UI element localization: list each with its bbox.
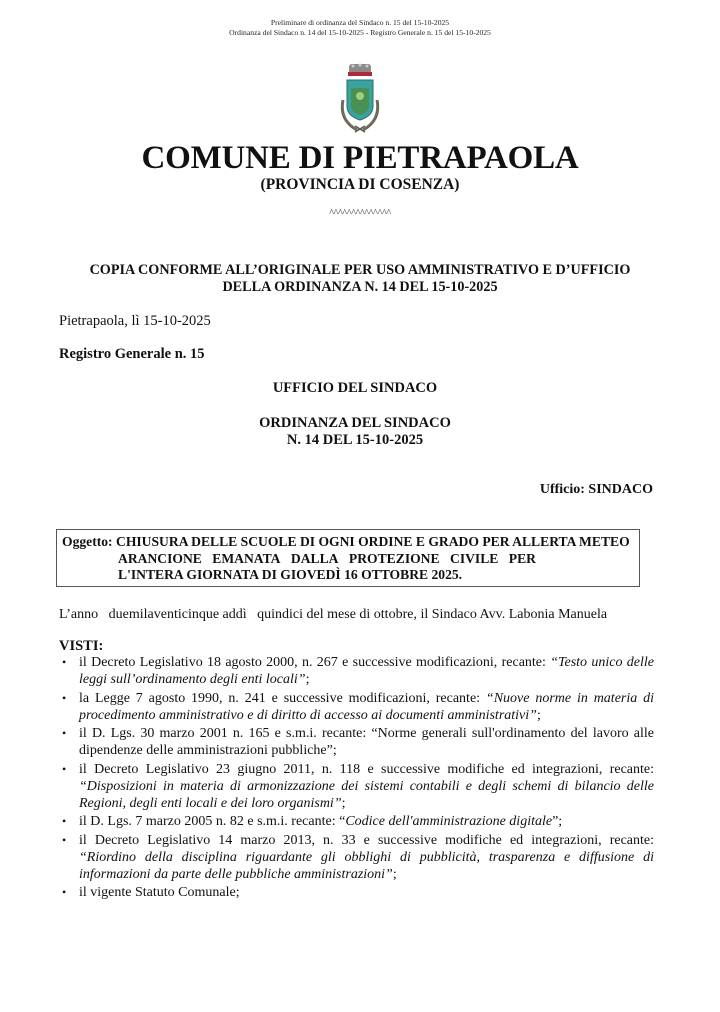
visti-item-text bbox=[79, 813, 654, 830]
oggetto-line-1: CHIUSURA DELLE SCUOLE DI OGNI ORDINE E GRADO PER ALLERTA METEO bbox=[116, 534, 630, 549]
decorative-separator: ^^^^^^^^^^^^^^ bbox=[329, 208, 391, 219]
visti-item-citation: “Disposizioni in materia di armonizzazione dei sistemi contabili e degli schemi di bilancio delle Regioni, degli enti locali e dei loro organismi” bbox=[79, 778, 654, 811]
visti-list-item bbox=[59, 884, 654, 901]
oggetto-box bbox=[56, 529, 640, 587]
oggetto-line-2 bbox=[118, 551, 536, 568]
ufficio-label: Ufficio: SINDACO bbox=[539, 482, 653, 497]
bullet-icon: • bbox=[62, 832, 67, 847]
visti-list-item bbox=[59, 654, 654, 688]
visti-item-tail: ; bbox=[305, 672, 310, 687]
visti-item-plain: il D. Lgs. 30 marzo 2001 n. 165 e s.m.i. recante: “Norme generali sull'ordinamento del lavoro alle dipendenze delle amministrazioni pubbliche”; bbox=[79, 726, 654, 758]
visti-item-plain: il Decreto Legislativo 23 giugno 2011, n. 118 e successive modifiche ed integrazioni, recante: bbox=[79, 761, 654, 777]
visti-heading: VISTI: bbox=[59, 638, 104, 654]
intro-paragraph: L’anno duemilaventicinque addì quindici del mese di ottobre, il Sindaco Avv. Labonia Manuela bbox=[59, 607, 608, 622]
visti-item-text bbox=[79, 884, 654, 901]
visti-list bbox=[59, 654, 654, 903]
visti-item-text bbox=[79, 690, 654, 724]
oggetto-row-3 bbox=[62, 567, 635, 584]
oggetto-word: ARANCIONE bbox=[118, 550, 202, 566]
visti-item-text bbox=[79, 654, 654, 688]
visti-item-tail: ; bbox=[536, 707, 541, 723]
visti-item-text bbox=[79, 725, 654, 759]
visti-item-citation: “Testo unico delle leggi sull’ordinamento degli enti locali” bbox=[79, 655, 654, 687]
oggetto-word: CIVILE bbox=[450, 550, 499, 566]
bullet-icon: • bbox=[62, 690, 67, 705]
copia-conforme-heading bbox=[40, 262, 680, 296]
ordinanza-line-1: ORDINANZA DEL SINDACO bbox=[259, 415, 451, 431]
page-title: COMUNE DI PIETRAPAOLA bbox=[141, 140, 579, 176]
province-subtitle: (PROVINCIA DI COSENZA) bbox=[260, 176, 460, 193]
oggetto-row-1 bbox=[62, 534, 635, 551]
header-notes bbox=[0, 18, 720, 38]
visti-item-text bbox=[79, 761, 654, 812]
ordinanza-heading bbox=[200, 415, 510, 449]
visti-list-item bbox=[59, 725, 654, 759]
visti-item-citation: Codice dell'amministrazione digitale bbox=[345, 814, 553, 829]
ordinanza-line-2: N. 14 DEL 15-10-2025 bbox=[286, 432, 424, 448]
coat-of-arms-icon bbox=[321, 60, 399, 138]
visti-list-item bbox=[59, 813, 654, 830]
oggetto-word: DALLA bbox=[290, 550, 339, 566]
oggetto-word: PER bbox=[508, 550, 536, 566]
oggetto-word: PROTEZIONE bbox=[348, 550, 440, 566]
visti-item-plain: il vigente Statuto Comunale; bbox=[79, 885, 240, 900]
header-note-ordinanza: Ordinanza del Sindaco n. 14 del 15-10-2025 - Registro Generale n. 15 del 15-10-2025 bbox=[229, 28, 491, 37]
visti-item-tail: ; bbox=[341, 795, 346, 811]
oggetto-label: Oggetto: bbox=[62, 534, 113, 549]
bullet-icon: • bbox=[62, 726, 67, 740]
visti-item-tail: ”; bbox=[552, 814, 563, 829]
copia-line-2: DELLA ORDINANZA N. 14 DEL 15-10-2025 bbox=[222, 279, 498, 295]
header-note-preliminare: Preliminare di ordinanza del Sindaco n. 15 del 15-10-2025 bbox=[270, 18, 450, 27]
visti-list-item bbox=[59, 832, 654, 883]
visti-item-text bbox=[79, 832, 654, 883]
oggetto-word: EMANATA bbox=[212, 550, 281, 566]
visti-list-item bbox=[59, 690, 654, 724]
visti-item-plain: il Decreto Legislativo 18 agosto 2000, n. 267 e successive modificazioni, recante: bbox=[79, 655, 551, 670]
visti-item-tail: ; bbox=[392, 866, 397, 882]
visti-item-plain: la Legge 7 agosto 1990, n. 241 e successive modificazioni, recante: bbox=[79, 690, 486, 706]
visti-item-citation: “Nuove norme in materia di procedimento amministrativo e di diritto di accesso ai documenti amministrativi” bbox=[79, 690, 654, 723]
bullet-icon: • bbox=[62, 655, 67, 669]
copia-line-1: COPIA CONFORME ALL’ORIGINALE PER USO AMMINISTRATIVO E D’UFFICIO bbox=[89, 262, 631, 278]
visti-item-citation: “Riordino della disciplina riguardante gli obblighi di pubblicità, trasparenza e diffusione di informazioni da parte delle pubbliche amministrazioni” bbox=[79, 849, 654, 882]
bullet-icon: • bbox=[62, 761, 67, 776]
visti-list-item bbox=[59, 761, 654, 812]
bullet-icon: • bbox=[62, 814, 67, 828]
visti-item-plain: il Decreto Legislativo 14 marzo 2013, n. 33 e successive modifiche ed integrazioni, recante: bbox=[79, 832, 654, 848]
registro-generale: Registro Generale n. 15 bbox=[59, 346, 205, 362]
bullet-icon: • bbox=[62, 885, 67, 899]
visti-item-plain: il D. Lgs. 7 marzo 2005 n. 82 e s.m.i. recante: “ bbox=[79, 814, 346, 829]
place-date: Pietrapaola, lì 15-10-2025 bbox=[59, 313, 211, 329]
oggetto-line-3: L'INTERA GIORNATA DI GIOVEDÌ 16 OTTOBRE 2025. bbox=[118, 567, 463, 582]
ufficio-del-sindaco-heading: UFFICIO DEL SINDACO bbox=[272, 380, 438, 396]
oggetto-row-2 bbox=[62, 551, 635, 568]
